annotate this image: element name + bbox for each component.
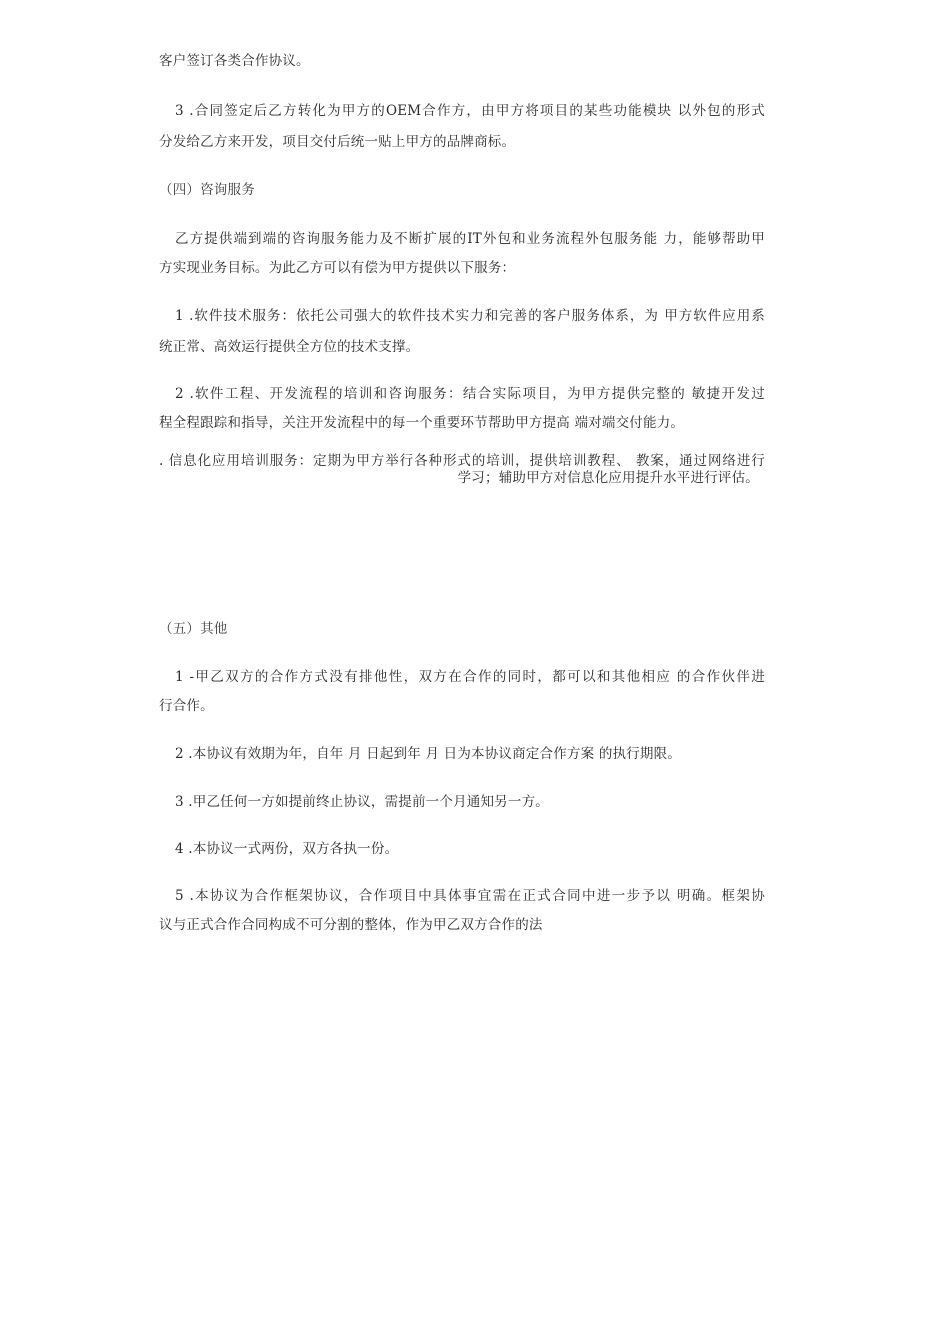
paragraph-line: 3 .甲乙任何一方如提前终止协议，需提前一个月通知另一方。 [175,794,549,810]
paragraph-line: 议与正式合作合同构成不可分割的整体，作为甲乙双方合作的法 [159,917,543,933]
section-heading: （五）其他 [159,621,228,637]
paragraph-line: 学习；辅助甲方对信息化应用提升水平进行评估。 [457,470,759,486]
paragraph-line: 1 -甲乙双方的合作方式没有排他性，双方在合作的同时，都可以和其他相应 的合作伙伴进 [175,669,765,685]
paragraph-line: 客户签订各类合作协议。 [159,53,310,69]
paragraph-line: 乙方提供端到端的咨询服务能力及不断扩展的IT外包和业务流程外包服务能 力，能够帮助甲 [175,231,765,247]
paragraph-line: 4 .本协议一式两份，双方各执一份。 [175,841,399,857]
paragraph-line: 3 .合同签定后乙方转化为甲方的OEM合作方，由甲方将项目的某些功能模块 以外包的形式 [175,103,765,119]
paragraph-line: 2 .软件工程、开发流程的培训和咨询服务：结合实际项目，为甲方提供完整的 敏捷开发过 [175,386,765,402]
paragraph-line: 分发给乙方来开发，项目交付后统一贴上甲方的品牌商标。 [159,134,516,150]
paragraph-line: 1 .软件技术服务：依托公司强大的软件技术实力和完善的客户服务体系，为 甲方软件应用系 [175,308,765,324]
paragraph-line: 方实现业务目标。为此乙方可以有偿为甲方提供以下服务： [159,260,516,276]
paragraph-line: 程全程跟踪和指导，关注开发流程中的每一个重要环节帮助甲方提高 端对端交付能力。 [159,415,685,431]
paragraph-line: 5 .本协议为合作框架协议，合作项目中具体事宜需在正式合同中进一步予以 明确。框架协 [175,888,765,904]
paragraph-line: 2 .本协议有效期为年，自年 月 日起到年 月 日为本协议商定合作方案 的执行期限。 [175,746,682,762]
paragraph-line: 统正常、高效运行提供全方位的技术支撑。 [159,339,420,355]
paragraph-line: . 信息化应用培训服务：定期为甲方举行各种形式的培训，提供培训教程、 教案，通过网络进行 [159,453,765,469]
paragraph-line: 行合作。 [159,698,214,714]
section-heading: （四）咨询服务 [159,182,255,198]
